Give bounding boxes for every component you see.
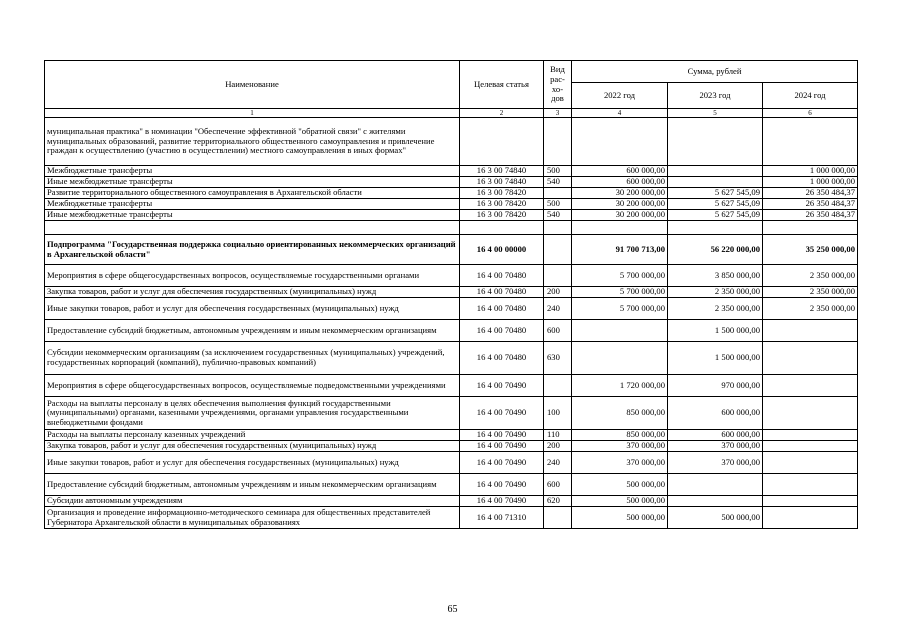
cell-sum-2022: 500 000,00 [572, 496, 668, 507]
cell-expense-type: 600 [544, 474, 572, 496]
cell-target-article [460, 221, 544, 235]
cell-expense-type: 240 [544, 452, 572, 474]
cell-sum-2024: 2 350 000,00 [763, 287, 858, 298]
cell-name: Иные межбюджетные трансферты [45, 177, 460, 188]
cell-sum-2023: 2 350 000,00 [668, 287, 763, 298]
cell-sum-2022: 500 000,00 [572, 507, 668, 529]
table-row [45, 235, 858, 265]
cell-sum-2023: 500 000,00 [668, 507, 763, 529]
cell-target-article: 16 4 00 71310 [460, 507, 544, 529]
cell-target-article: 16 4 00 70490 [460, 397, 544, 430]
cell-sum-2022: 5 700 000,00 [572, 287, 668, 298]
column-number: 1 [45, 109, 460, 118]
cell-sum-2024: 35 250 000,00 [763, 235, 858, 265]
table-row [45, 177, 858, 188]
table-row [45, 199, 858, 210]
cell-sum-2022: 370 000,00 [572, 441, 668, 452]
cell-name: Субсидии некоммерческим организациям (за исключением государственных (муниципальных) учреждений, государственных корпораций (компаний), публично-правовых компаний) [45, 342, 460, 375]
cell-sum-2023: 56 220 000,00 [668, 235, 763, 265]
table-row [45, 287, 858, 298]
cell-sum-2023 [668, 474, 763, 496]
cell-name: Межбюджетные трансферты [45, 199, 460, 210]
cell-name: Предоставление субсидий бюджетным, автономным учреждениям и иным некоммерческим организациям [45, 320, 460, 342]
column-number: 5 [668, 109, 763, 118]
cell-sum-2024: 1 000 000,00 [763, 166, 858, 177]
header-target-article: Целевая статья [460, 61, 544, 109]
cell-sum-2023 [668, 221, 763, 235]
cell-expense-type: 240 [544, 298, 572, 320]
cell-target-article: 16 3 00 78420 [460, 210, 544, 221]
cell-sum-2023 [668, 177, 763, 188]
header-expense-type: Вид рас-хо-дов [544, 61, 572, 109]
cell-sum-2022 [572, 342, 668, 375]
cell-name: Иные закупки товаров, работ и услуг для обеспечения государственных (муниципальных) нужд [45, 298, 460, 320]
cell-expense-type: 110 [544, 430, 572, 441]
cell-sum-2022 [572, 320, 668, 342]
table-row [45, 342, 858, 375]
cell-sum-2023: 3 850 000,00 [668, 265, 763, 287]
cell-expense-type: 540 [544, 177, 572, 188]
cell-sum-2023 [668, 166, 763, 177]
header-name: Наименование [45, 61, 460, 109]
cell-name: Развитие территориального общественного самоуправления в Архангельской области [45, 188, 460, 199]
cell-sum-2023: 5 627 545,09 [668, 210, 763, 221]
table-row [45, 298, 858, 320]
cell-sum-2023: 370 000,00 [668, 452, 763, 474]
cell-target-article: 16 4 00 70480 [460, 342, 544, 375]
cell-expense-type [544, 235, 572, 265]
header-year-2024: 2024 год [763, 83, 858, 109]
cell-sum-2023: 1 500 000,00 [668, 342, 763, 375]
table-row [45, 320, 858, 342]
budget-table-sheet [44, 60, 857, 529]
cell-sum-2022: 91 700 713,00 [572, 235, 668, 265]
cell-target-article [460, 118, 544, 166]
cell-expense-type [544, 188, 572, 199]
table-row [45, 118, 858, 166]
cell-name: Субсидии автономным учреждениям [45, 496, 460, 507]
cell-name: Расходы на выплаты персоналу в целях обеспечения выполнения функций государственными (муниципальными) органами, казенными учреждениями, органами управления государственными внебюджетными фондами [45, 397, 460, 430]
cell-expense-type: 200 [544, 287, 572, 298]
cell-sum-2024 [763, 375, 858, 397]
cell-sum-2024 [763, 221, 858, 235]
cell-sum-2022: 5 700 000,00 [572, 265, 668, 287]
cell-sum-2024 [763, 452, 858, 474]
cell-target-article: 16 4 00 70490 [460, 441, 544, 452]
cell-expense-type: 630 [544, 342, 572, 375]
cell-sum-2024 [763, 118, 858, 166]
table-row [45, 507, 858, 529]
cell-target-article: 16 3 00 74840 [460, 177, 544, 188]
cell-sum-2022: 850 000,00 [572, 397, 668, 430]
cell-target-article: 16 4 00 70480 [460, 298, 544, 320]
cell-name: Межбюджетные трансферты [45, 166, 460, 177]
table-row [45, 375, 858, 397]
column-number-row [45, 109, 858, 118]
cell-expense-type: 500 [544, 166, 572, 177]
cell-name: Подпрограмма "Государственная поддержка социально ориентированных некоммерческих организаций в Архангельской области" [45, 235, 460, 265]
cell-sum-2023: 1 500 000,00 [668, 320, 763, 342]
cell-sum-2024: 26 350 484,37 [763, 210, 858, 221]
budget-table [44, 60, 858, 529]
cell-name: Мероприятия в сфере общегосударственных вопросов, осуществляемые государственными органами [45, 265, 460, 287]
cell-sum-2024 [763, 496, 858, 507]
cell-target-article: 16 3 00 78420 [460, 188, 544, 199]
cell-sum-2022: 600 000,00 [572, 177, 668, 188]
cell-target-article: 16 4 00 00000 [460, 235, 544, 265]
column-number: 2 [460, 109, 544, 118]
cell-target-article: 16 4 00 70490 [460, 474, 544, 496]
table-row [45, 474, 858, 496]
cell-name: Иные закупки товаров, работ и услуг для обеспечения государственных (муниципальных) нужд [45, 452, 460, 474]
header-year-2023: 2023 год [668, 83, 763, 109]
table-body [45, 118, 858, 529]
cell-expense-type: 200 [544, 441, 572, 452]
header-sum: Сумма, рублей [572, 61, 858, 83]
cell-name: Расходы на выплаты персоналу казенных учреждений [45, 430, 460, 441]
cell-target-article: 16 4 00 70480 [460, 265, 544, 287]
header-year-2022: 2022 год [572, 83, 668, 109]
cell-sum-2022: 600 000,00 [572, 166, 668, 177]
cell-name: Закупка товаров, работ и услуг для обеспечения государственных (муниципальных) нужд [45, 287, 460, 298]
cell-sum-2022: 1 720 000,00 [572, 375, 668, 397]
cell-sum-2022: 30 200 000,00 [572, 188, 668, 199]
cell-sum-2023: 5 627 545,09 [668, 188, 763, 199]
cell-sum-2023: 600 000,00 [668, 430, 763, 441]
cell-name: Организация и проведение информационно-методического семинара для общественных представителей Губернатора Архангельской области в муниципальных образованиях [45, 507, 460, 529]
cell-name: Закупка товаров, работ и услуг для обеспечения государственных (муниципальных) нужд [45, 441, 460, 452]
table-row [45, 452, 858, 474]
table-row [45, 430, 858, 441]
cell-sum-2022: 5 700 000,00 [572, 298, 668, 320]
cell-name: муниципальная практика" в номинации "Обеспечение эффективной "обратной связи" с жителями муниципальных образований, развитие территориального общественного самоуправления и привлечение граждан к осуществлению (участию в осуществлении) местного самоуправления в иных формах" [45, 118, 460, 166]
table-row [45, 188, 858, 199]
cell-sum-2024: 26 350 484,37 [763, 199, 858, 210]
cell-sum-2024: 1 000 000,00 [763, 177, 858, 188]
table-row [45, 265, 858, 287]
cell-sum-2024: 2 350 000,00 [763, 265, 858, 287]
cell-name: Мероприятия в сфере общегосударственных вопросов, осуществляемые подведомственными учреждениями [45, 375, 460, 397]
table-row [45, 166, 858, 177]
cell-sum-2024 [763, 342, 858, 375]
cell-sum-2022: 500 000,00 [572, 474, 668, 496]
table-row [45, 221, 858, 235]
cell-target-article: 16 4 00 70490 [460, 452, 544, 474]
cell-sum-2022 [572, 221, 668, 235]
cell-sum-2024 [763, 320, 858, 342]
cell-sum-2024: 26 350 484,37 [763, 188, 858, 199]
cell-sum-2022: 30 200 000,00 [572, 210, 668, 221]
cell-expense-type: 540 [544, 210, 572, 221]
column-number: 6 [763, 109, 858, 118]
cell-target-article: 16 4 00 70480 [460, 320, 544, 342]
cell-target-article: 16 4 00 70480 [460, 287, 544, 298]
cell-sum-2024 [763, 441, 858, 452]
cell-expense-type [544, 375, 572, 397]
page-number: 65 [447, 604, 458, 615]
cell-sum-2023: 370 000,00 [668, 441, 763, 452]
cell-sum-2022: 30 200 000,00 [572, 199, 668, 210]
cell-name [45, 221, 460, 235]
cell-target-article: 16 4 00 70490 [460, 430, 544, 441]
cell-expense-type: 500 [544, 199, 572, 210]
cell-sum-2023 [668, 496, 763, 507]
cell-sum-2022: 370 000,00 [572, 452, 668, 474]
column-number: 4 [572, 109, 668, 118]
cell-sum-2023: 2 350 000,00 [668, 298, 763, 320]
table-row [45, 496, 858, 507]
cell-sum-2022 [572, 118, 668, 166]
cell-expense-type [544, 507, 572, 529]
cell-name: Предоставление субсидий бюджетным, автономным учреждениям и иным некоммерческим организациям [45, 474, 460, 496]
cell-sum-2024 [763, 507, 858, 529]
cell-name: Иные межбюджетные трансферты [45, 210, 460, 221]
cell-expense-type [544, 221, 572, 235]
cell-expense-type [544, 265, 572, 287]
cell-sum-2023: 5 627 545,09 [668, 199, 763, 210]
table-row [45, 397, 858, 430]
cell-target-article: 16 4 00 70490 [460, 496, 544, 507]
cell-sum-2023: 600 000,00 [668, 397, 763, 430]
cell-sum-2024: 2 350 000,00 [763, 298, 858, 320]
table-row [45, 441, 858, 452]
cell-target-article: 16 4 00 70490 [460, 375, 544, 397]
cell-expense-type [544, 118, 572, 166]
cell-target-article: 16 3 00 78420 [460, 199, 544, 210]
cell-sum-2023 [668, 118, 763, 166]
column-number: 3 [544, 109, 572, 118]
cell-sum-2022: 850 000,00 [572, 430, 668, 441]
cell-sum-2023: 970 000,00 [668, 375, 763, 397]
cell-expense-type: 620 [544, 496, 572, 507]
table-row [45, 210, 858, 221]
table-header [45, 61, 858, 118]
cell-sum-2024 [763, 474, 858, 496]
cell-target-article: 16 3 00 74840 [460, 166, 544, 177]
cell-sum-2024 [763, 397, 858, 430]
cell-sum-2024 [763, 430, 858, 441]
cell-expense-type: 600 [544, 320, 572, 342]
cell-expense-type: 100 [544, 397, 572, 430]
